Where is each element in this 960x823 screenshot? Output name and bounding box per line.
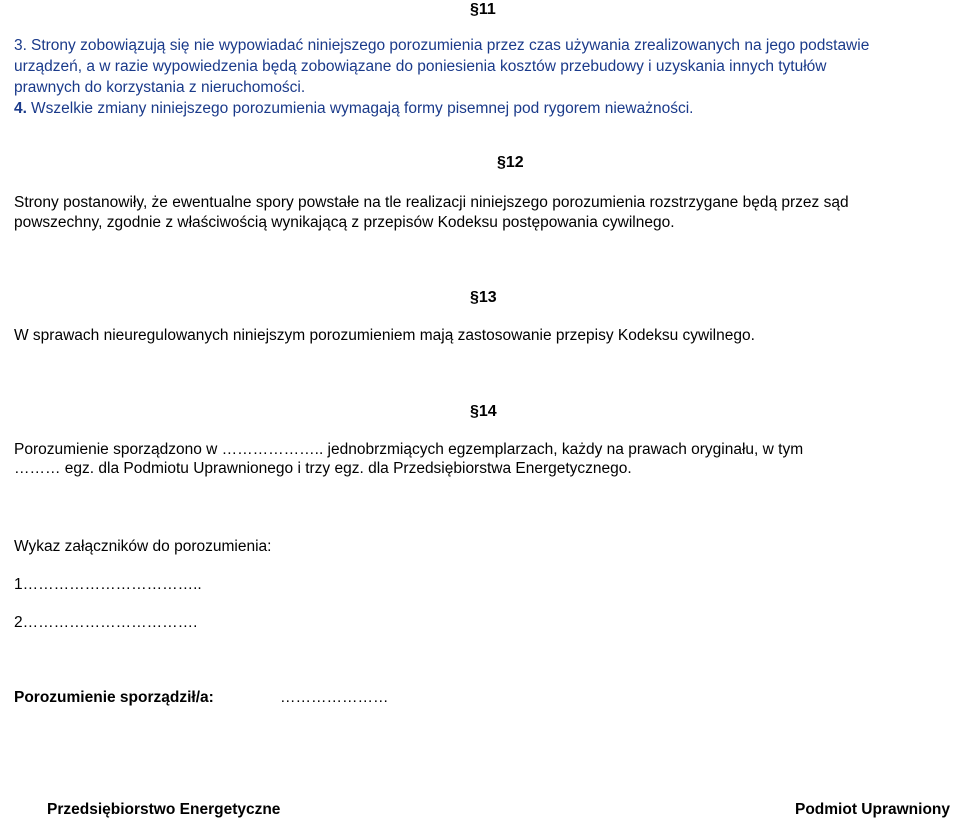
signature-energy-company: Przedsiębiorstwo Energetyczne — [47, 801, 281, 818]
section-12-line-1: Strony postanowiły, że ewentualne spory powstałe na tle realizacji niniejszego porozumienia rozstrzygane będą przez sąd — [14, 194, 849, 211]
item-4-text: Wszelkie zmiany niniejszego porozumienia wymagają formy pisemnej pod rygorem nieważności. — [31, 100, 694, 117]
item-3-line-3: prawnych do korzystania z nieruchomości. — [14, 79, 306, 96]
attachments-title: Wykaz załączników do porozumienia: — [14, 538, 272, 555]
section-12-heading: §12 — [497, 154, 524, 171]
section-14-line-1: Porozumienie sporządzono w ……………….. jednobrzmiących egzemplarzach, każdy na prawach oryginału, w tym — [14, 441, 804, 458]
section-11-heading: §11 — [470, 1, 496, 18]
item-3-line-1: Strony zobowiązują się nie wypowiadać niniejszego porozumienia przez czas używania zrealizowanych na jego podstawie — [31, 37, 870, 54]
prepared-by-value: ………………… — [280, 689, 389, 706]
section-13-text: W sprawach nieuregulowanych niniejszym porozumieniem mają zastosowanie przepisy Kodeksu cywilnego. — [14, 327, 755, 344]
section-14-heading: §14 — [470, 403, 497, 420]
section-13-heading: §13 — [470, 289, 497, 306]
signature-entitled-entity: Podmiot Uprawniony — [795, 801, 950, 818]
item-3-number: 3. — [14, 37, 27, 54]
section-14-line-2: ……… egz. dla Podmiotu Uprawnionego i trzy egz. dla Przedsiębiorstwa Energetycznego. — [14, 460, 632, 477]
item-4-number: 4. — [14, 100, 27, 117]
prepared-by-label: Porozumienie sporządził/a: — [14, 689, 214, 706]
attachment-item-2: 2……………………………. — [14, 614, 198, 631]
item-3-line-2: urządzeń, a w razie wypowiedzenia będą zobowiązane do poniesienia kosztów przebudowy i uzyskania innych tytułów — [14, 58, 827, 75]
section-12-line-2: powszechny, zgodnie z właściwością wynikającą z przepisów Kodeksu postępowania cywilnego. — [14, 214, 675, 231]
attachment-item-1: 1…………………………….. — [14, 576, 202, 593]
